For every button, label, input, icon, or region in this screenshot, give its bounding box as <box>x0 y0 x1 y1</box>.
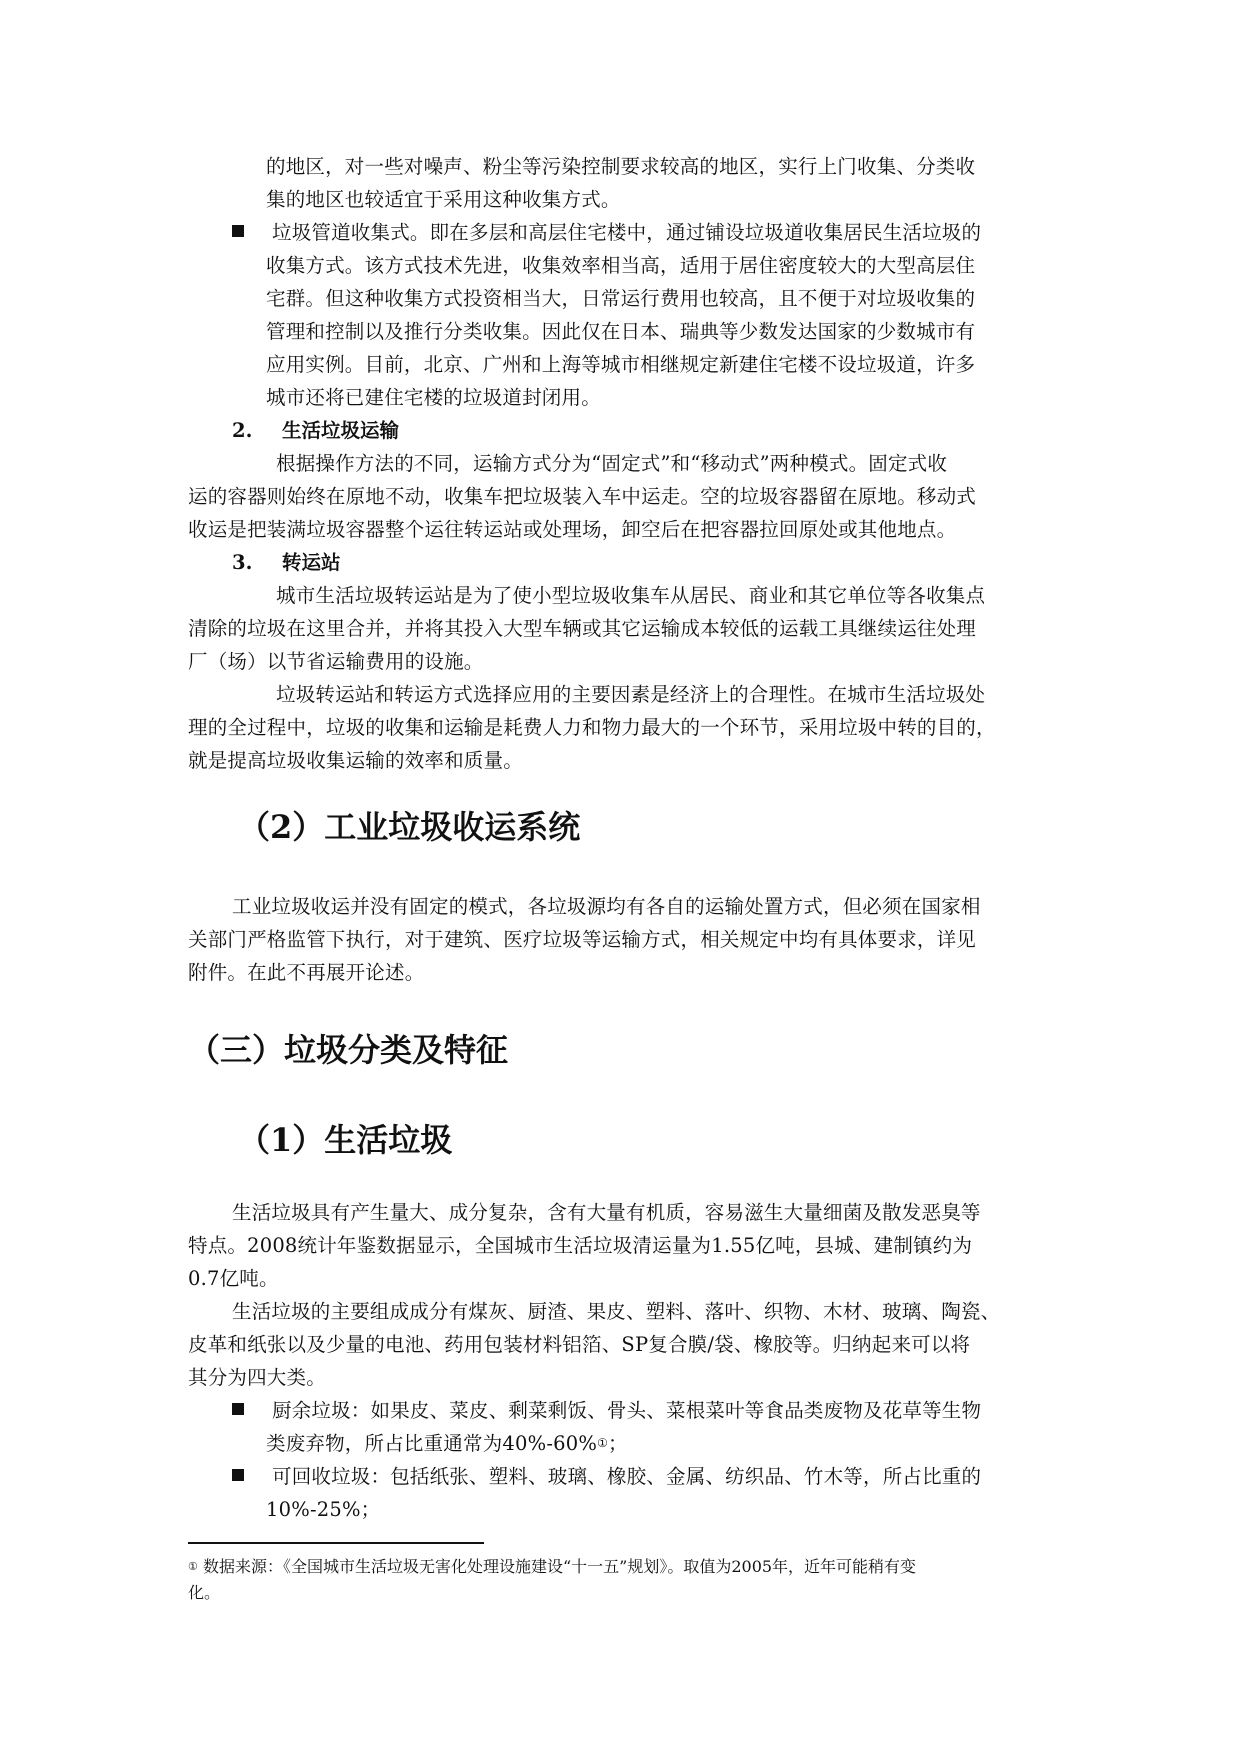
bullet-square-icon <box>232 1469 244 1481</box>
domestic-para2-line-3: 其分为四大类。 <box>188 1366 326 1389</box>
domestic-para2-line-2: 皮革和纸张以及少量的电池、药用包装材料铝箔、SP复合膜/袋、橡胶等。归纳起来可以将 <box>188 1333 971 1356</box>
kitchen-bullet-line-2 <box>266 1427 628 1460</box>
pipeline-bullet-line-3: 宅群。但这种收集方式投资相当大，日常运行费用也较高，且不便于对垃圾收集的 <box>266 287 976 310</box>
section-3-para1-line-3: 厂（场）以节省运输费用的设施。 <box>188 650 484 673</box>
collection-continuation-line-1: 的地区，对一些对噪声、粉尘等污染控制要求较高的地区，实行上门收集、分类收 <box>266 155 976 178</box>
pipeline-bullet-line-4: 管理和控制以及推行分类收集。因此仅在日本、瑞典等少数发达国家的少数城市有 <box>266 320 976 343</box>
footnote-text: 数据来源：《全国城市生活垃圾无害化处理设施建设“十一五”规划》。取值为2005年，近年可能稍有变 <box>202 1557 917 1576</box>
pipeline-bullet-line-1: 垃圾管道收集式。即在多层和高层住宅楼中，通过铺设垃圾道收集居民生活垃圾的 <box>272 221 982 244</box>
section-3-para1-line-1: 城市生活垃圾转运站是为了使小型垃圾收集车从居民、商业和其它单位等各收集点 <box>276 584 986 607</box>
kitchen-bullet-line-1: 厨余垃圾：如果皮、菜皮、剩菜剩饭、骨头、菜根菜叶等食品类废物及花草等生物 <box>272 1399 982 1422</box>
footnote-line-2: 化。 <box>188 1583 221 1602</box>
recyclable-bullet-line-2: 10%-25%； <box>266 1498 381 1521</box>
kitchen-bullet-text: 类废弃物，所占比重通常为40%-60% <box>266 1432 598 1455</box>
heading-domestic-waste: （1）生活垃圾 <box>238 1121 453 1159</box>
section-2-title: 生活垃圾运输 <box>282 419 400 442</box>
section-3-title: 转运站 <box>282 551 341 574</box>
pipeline-bullet-line-6: 城市还将已建住宅楼的垃圾道封闭用。 <box>266 386 601 409</box>
section-2-number: 2. <box>232 419 253 442</box>
pipeline-bullet-line-2: 收集方式。该方式技术先进，收集效率相当高，适用于居住密度较大的大型高层住 <box>266 254 976 277</box>
bullet-square-icon <box>232 225 244 237</box>
industrial-para-line-1: 工业垃圾收运并没有固定的模式，各垃圾源均有各自的运输处置方式，但必须在国家相 <box>232 895 981 918</box>
section-3-para2-line-1: 垃圾转运站和转运方式选择应用的主要因素是经济上的合理性。在城市生活垃圾处 <box>276 683 986 706</box>
section-3-number: 3. <box>232 551 253 574</box>
footnote-separator <box>188 1542 484 1544</box>
industrial-para-line-3: 附件。在此不再展开论述。 <box>188 961 425 984</box>
kitchen-bullet-end: ； <box>608 1432 628 1455</box>
section-3-para2-line-2: 理的全过程中，垃圾的收集和运输是耗费人力和物力最大的一个环节，采用垃圾中转的目的， <box>188 716 996 739</box>
bullet-square-icon <box>232 1403 244 1415</box>
domestic-para1-line-3: 0.7亿吨。 <box>188 1267 279 1290</box>
footnote-marker: ① <box>188 1560 198 1573</box>
footnote-line-1 <box>188 1554 916 1580</box>
collection-continuation-line-2: 集的地区也较适宜于采用这种收集方式。 <box>266 188 621 211</box>
section-2-line-2: 运的容器则始终在原地不动，收集车把垃圾装入车中运走。空的垃圾容器留在原地。移动式 <box>188 485 977 508</box>
section-2-line-1: 根据操作方法的不同，运输方式分为“固定式”和“移动式”两种模式。固定式收 <box>276 452 948 475</box>
footnote-reference: ① <box>597 1436 609 1450</box>
recyclable-bullet-line-1: 可回收垃圾：包括纸张、塑料、玻璃、橡胶、金属、纺织品、竹木等，所占比重的 <box>272 1465 982 1488</box>
section-2-line-3: 收运是把装满垃圾容器整个运往转运站或处理场，卸空后在把容器拉回原处或其他地点。 <box>188 518 957 541</box>
section-3-para2-line-3: 就是提高垃圾收集运输的效率和质量。 <box>188 749 523 772</box>
domestic-para1-line-2: 特点。2008统计年鉴数据显示，全国城市生活垃圾清运量为1.55亿吨，县城、建制镇约为 <box>188 1234 973 1257</box>
section-3-para1-line-2: 清除的垃圾在这里合并，并将其投入大型车辆或其它运输成本较低的运载工具继续运往处理 <box>188 617 977 640</box>
domestic-para1-line-1: 生活垃圾具有产生量大、成分复杂，含有大量有机质，容易滋生大量细菌及散发恶臭等 <box>232 1201 981 1224</box>
heading-classification: （三）垃圾分类及特征 <box>188 1031 509 1069</box>
pipeline-bullet-line-5: 应用实例。目前，北京、广州和上海等城市相继规定新建住宅楼不设垃圾道，许多 <box>266 353 976 376</box>
domestic-para2-line-1: 生活垃圾的主要组成成分有煤灰、厨渣、果皮、塑料、落叶、织物、木材、玻璃、陶瓷、 <box>232 1300 1001 1323</box>
industrial-para-line-2: 关部门严格监管下执行，对于建筑、医疗垃圾等运输方式，相关规定中均有具体要求，详见 <box>188 928 977 951</box>
heading-industrial-waste: （2）工业垃圾收运系统 <box>238 808 581 846</box>
